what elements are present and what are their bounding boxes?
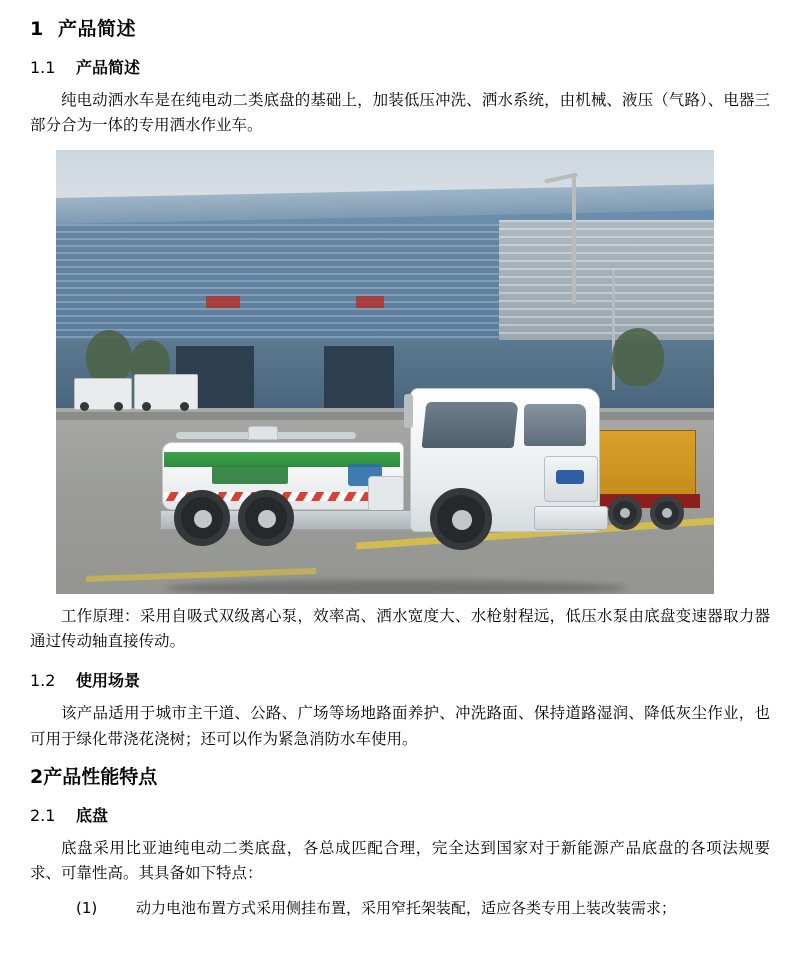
photo-truck-tank-logo	[212, 466, 288, 484]
heading-subsection-2-1-title: 底盘	[76, 805, 109, 825]
heading-subsection-1-2-number: 1.2	[30, 671, 56, 691]
heading-subsection-1-2	[30, 668, 770, 691]
figure-sprinkler-truck	[56, 150, 714, 594]
photo-truck-wheel-front	[430, 488, 492, 550]
photo-truck-bumper	[534, 506, 608, 530]
heading-subsection-1-1	[30, 55, 770, 78]
list-item-chassis-1	[30, 896, 770, 920]
paragraph-chassis-description: 底盘采用比亚迪纯电动二类底盘，各总成匹配合理，完全达到国家对于新能源产品底盘的各项法规要求、可靠性高。其具备如下特点：	[30, 838, 770, 882]
heading-section-1	[30, 14, 770, 41]
photo-truck-mirror	[404, 394, 413, 428]
heading-section-1-number: 1	[30, 18, 44, 40]
photo-building-accent-left	[206, 296, 240, 308]
photo-truck-brand-badge	[556, 470, 584, 484]
heading-section-2-title: 产品性能特点	[43, 765, 158, 788]
heading-subsection-1-1-title: 产品简述	[76, 58, 141, 77]
list-item-index: (1)	[76, 898, 98, 917]
list-item-text: 动力电池布置方式采用侧挂布置，采用窄托架装配，适应各类专用上装改装需求；	[136, 898, 677, 917]
heading-section-2-number: 2	[30, 765, 44, 788]
photo-truck-tank-hatch	[248, 426, 278, 440]
paragraph-use-scenarios: 该产品适用于城市主干道、公路、广场等场地路面养护、冲洗路面、保持道路湿润、降低灰尘作业，也可用于绿化带浇花浇树；还可以作为紧急消防水车使用。	[30, 704, 770, 748]
photo-truck-cab-window-side	[422, 402, 519, 448]
photo-street-lamp-pole	[572, 174, 576, 304]
paragraph-product-overview: 纯电动洒水车是在纯电动二类底盘的基础上，加装低压冲洗、洒水系统，由机械、液压（气路）、电器三部分合为一体的专用洒水作业车。	[30, 91, 770, 135]
photo-truck-cab-windshield	[524, 404, 586, 446]
photo-truck-wheel-rear	[174, 490, 230, 546]
photo-canvas	[56, 150, 714, 594]
heading-subsection-2-1-number: 2.1	[30, 805, 56, 825]
photo-truck-wheel-rear	[238, 490, 294, 546]
paragraph-working-principle: 工作原理：采用自吸式双级离心泵，效率高、洒水宽度大、水枪射程远，低压水泵由底盘变速器取力器通过传动轴直接传动。	[30, 607, 770, 651]
heading-subsection-1-1-number: 1.1	[30, 58, 56, 77]
photo-sprinkler-truck	[152, 360, 622, 594]
heading-section-1-title: 产品简述	[58, 18, 137, 40]
heading-subsection-2-1	[30, 803, 770, 826]
photo-truck-hose-reel	[368, 476, 404, 512]
photo-building-accent-right	[356, 296, 384, 308]
photo-dump-truck-wheel	[650, 496, 684, 530]
photo-tree-1	[86, 330, 132, 384]
heading-subsection-1-2-title: 使用场景	[76, 671, 141, 691]
heading-section-2	[30, 762, 770, 789]
